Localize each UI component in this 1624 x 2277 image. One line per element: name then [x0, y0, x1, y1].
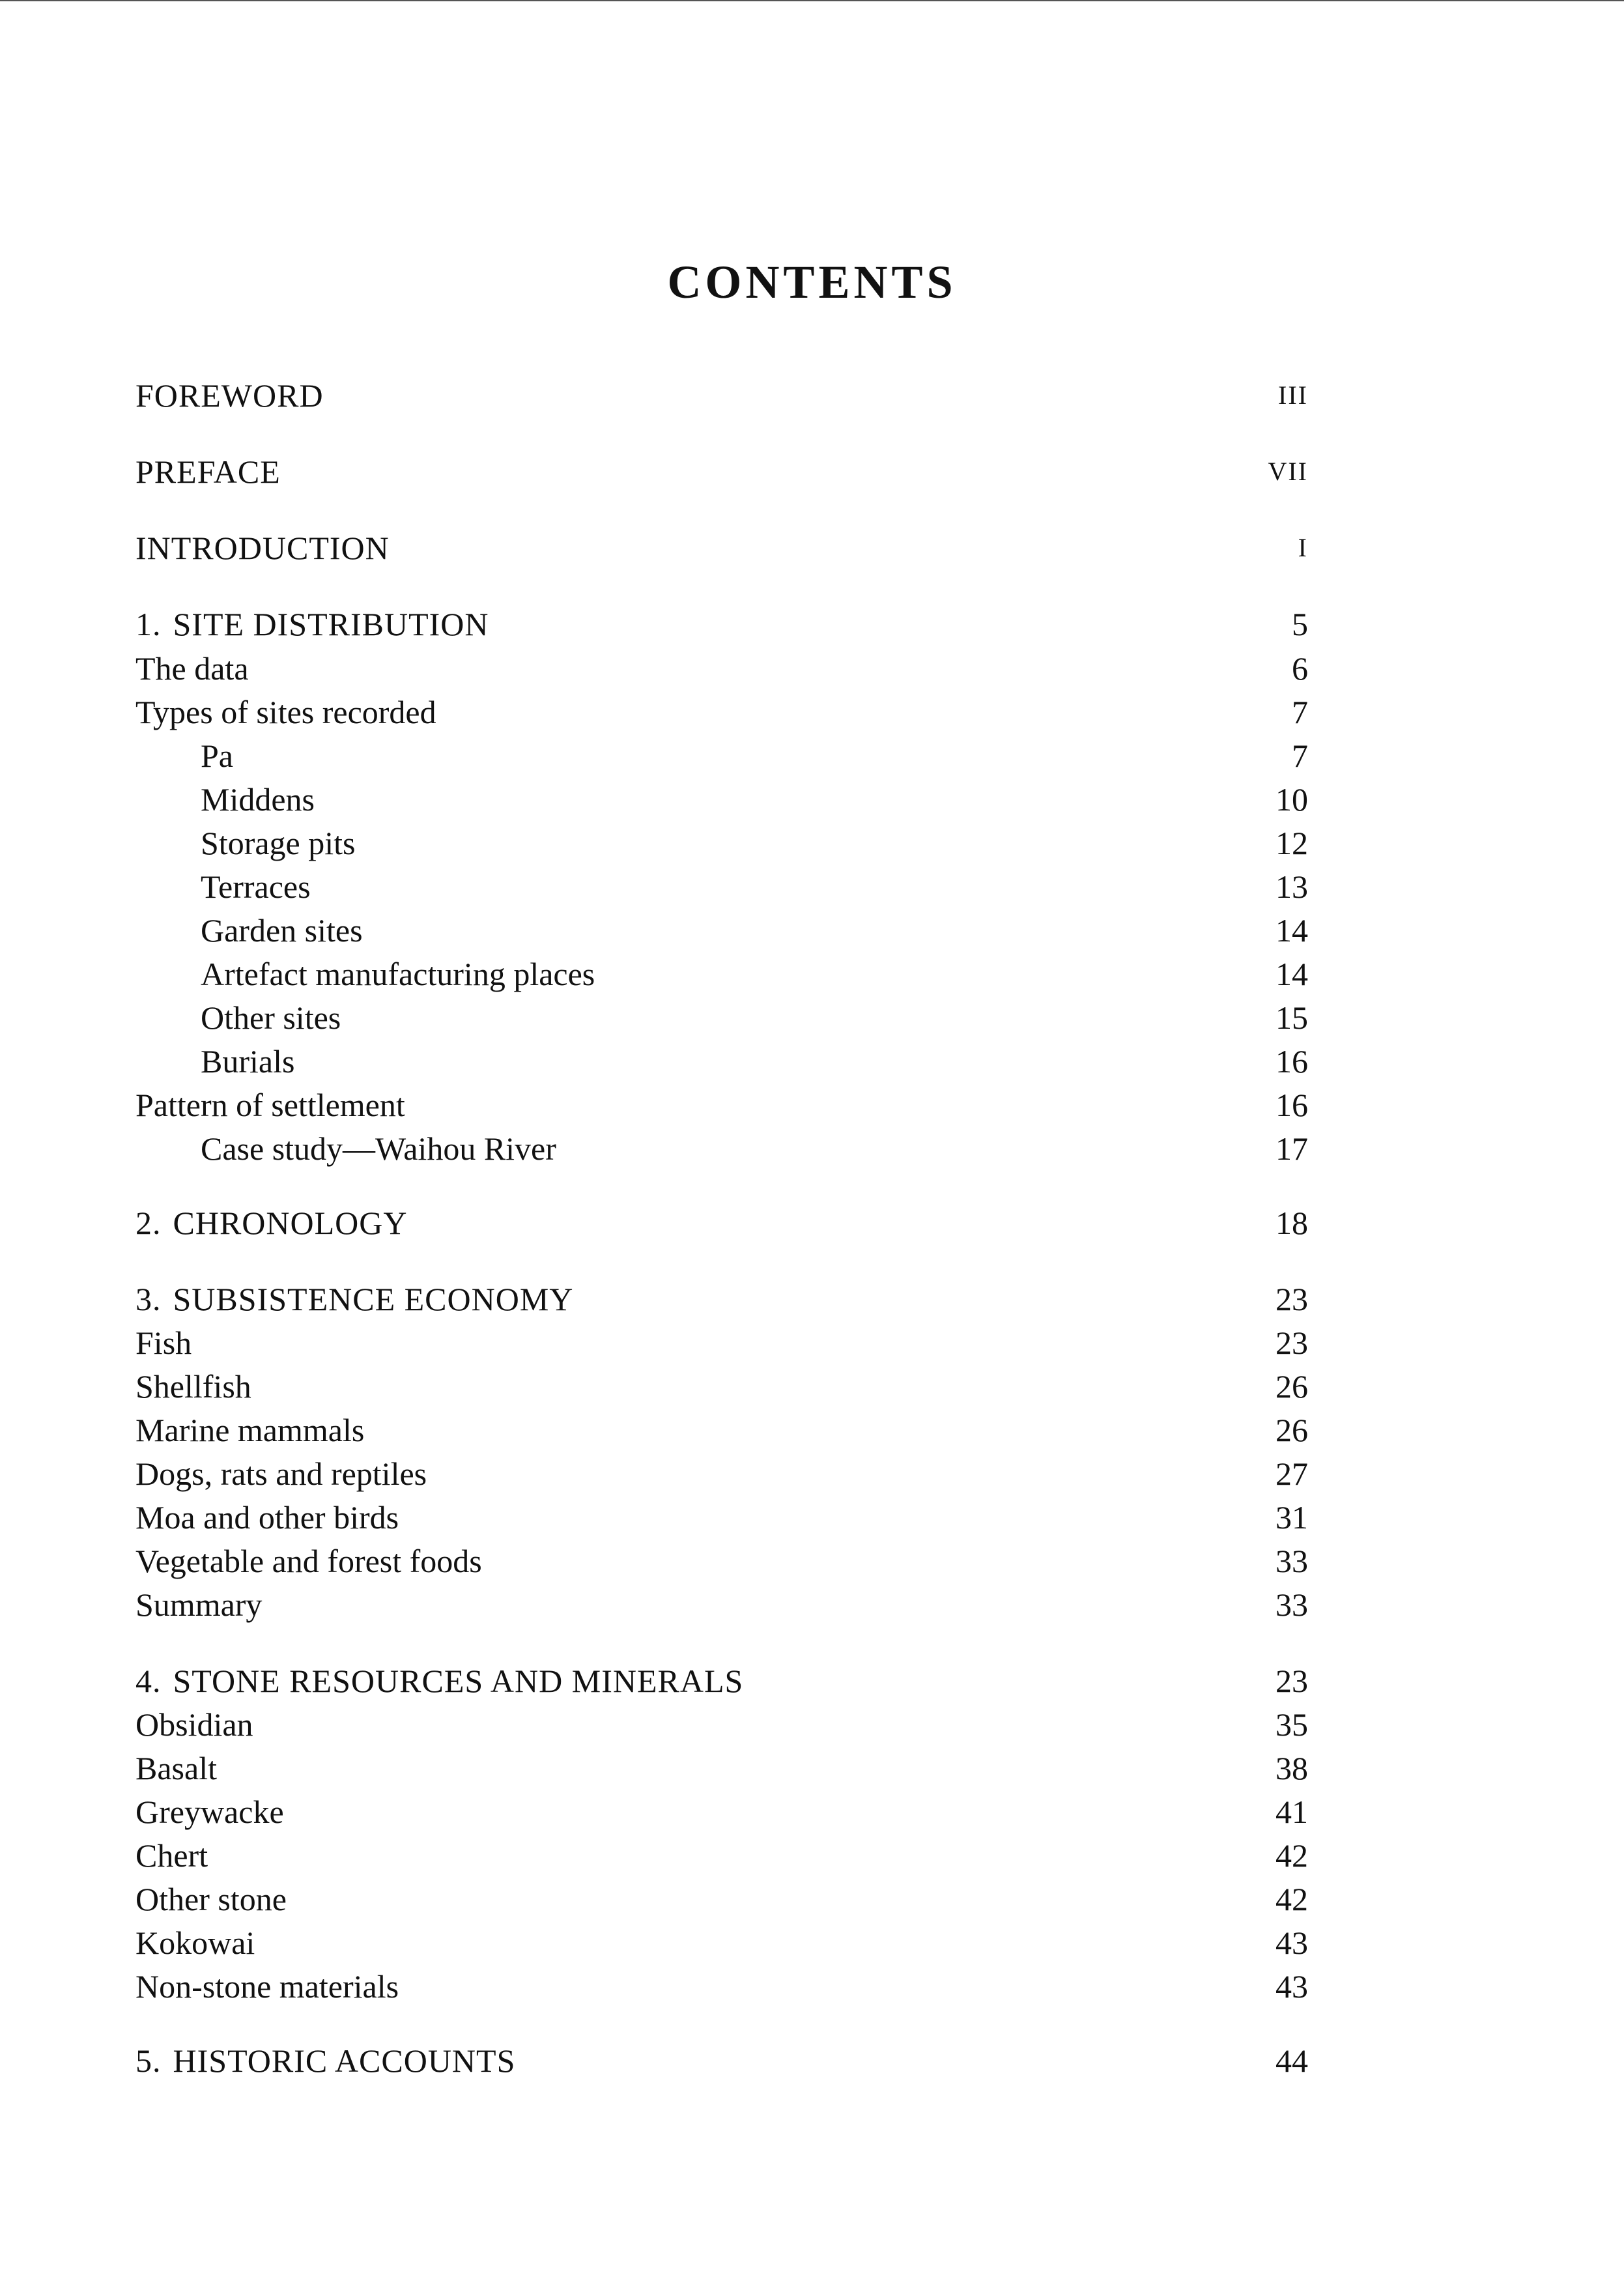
toc-entry	[135, 1539, 1308, 1582]
toc-entry-label: Basalt	[135, 1750, 217, 1786]
toc-entry-page: 26	[1275, 1368, 1308, 1405]
toc-entry-label: The data	[135, 650, 249, 687]
toc-entry	[135, 1409, 1308, 1452]
toc-subentry	[135, 822, 1308, 865]
toc-entry-page: 31	[1275, 1499, 1308, 1536]
toc-entry-page: 26	[1275, 1412, 1308, 1448]
toc-entry-label: INTRODUCTION	[135, 530, 390, 566]
toc-entry	[135, 1790, 1308, 1833]
toc-entry-page: 16	[1275, 1043, 1308, 1080]
toc-entry-page: I	[1298, 533, 1308, 562]
page-title: CONTENTS	[667, 256, 957, 309]
toc-entry-label: Terraces	[201, 868, 311, 905]
toc-entry-label: Moa and other birds	[135, 1499, 399, 1536]
toc-entry-label: Marine mammals	[135, 1412, 365, 1448]
toc-entry-page: 33	[1275, 1543, 1308, 1579]
chapter-number: 2.	[135, 1205, 162, 1241]
toc-chapter-3	[135, 1278, 1308, 1321]
toc-entry-page: 23	[1275, 1663, 1308, 1699]
toc-entry-label: Storage pits	[201, 825, 356, 861]
toc-entry-page: 23	[1275, 1325, 1308, 1361]
toc-entry-label: Non-stone materials	[135, 1968, 399, 2005]
chapter-title: STONE RESOURCES AND MINERALS	[173, 1663, 744, 1699]
toc-entry-label: FOREWORD	[135, 377, 324, 414]
toc-entry-page: 18	[1275, 1205, 1308, 1241]
toc-entry-page: 16	[1275, 1087, 1308, 1123]
toc-entry	[135, 1365, 1308, 1408]
toc-entry	[135, 1834, 1308, 1877]
toc-entry-page: 43	[1275, 1925, 1308, 1961]
toc-subentry	[135, 996, 1308, 1039]
toc-entry-label: Dogs, rats and reptiles	[135, 1455, 427, 1492]
toc-entry-label: Middens	[201, 781, 315, 818]
toc-entry-page: 17	[1275, 1130, 1308, 1167]
toc-entry-label: Artefact manufacturing places	[201, 956, 595, 992]
toc-subentry	[135, 1040, 1308, 1083]
toc-entry	[135, 691, 1308, 734]
toc-entry-label: Pattern of settlement	[135, 1087, 405, 1123]
toc-entry-page: 38	[1275, 1750, 1308, 1786]
toc-entry-label: Summary	[135, 1586, 263, 1623]
toc-entry-label: Case study—Waihou River	[201, 1130, 556, 1167]
chapter-title: SITE DISTRIBUTION	[173, 606, 489, 642]
toc-entry-page: 43	[1275, 1968, 1308, 2005]
chapter-title: CHRONOLOGY	[173, 1205, 408, 1241]
toc-entry-page: 10	[1275, 781, 1308, 818]
toc-entry-page: 14	[1275, 956, 1308, 992]
toc-entry-page: 6	[1292, 650, 1308, 687]
toc-entry-label: Kokowai	[135, 1925, 255, 1961]
toc-entry-page: 27	[1275, 1455, 1308, 1492]
toc-entry	[135, 1083, 1308, 1126]
toc-entry-page: 44	[1275, 2042, 1308, 2079]
toc-entry	[135, 1452, 1308, 1495]
toc-entry-page: 12	[1275, 825, 1308, 861]
toc-entry-page: 41	[1275, 1794, 1308, 1830]
toc-entry-label: Types of sites recorded	[135, 694, 436, 730]
toc-subentry	[135, 865, 1308, 908]
toc-entry-page: 5	[1292, 606, 1308, 642]
toc-entry-page: 42	[1275, 1837, 1308, 1874]
toc-chapter-5	[135, 2039, 1308, 2082]
toc-chapter-4	[135, 1659, 1308, 1702]
toc-entry-page: 7	[1292, 694, 1308, 730]
toc-subentry	[135, 734, 1308, 777]
toc-entry-page: III	[1278, 380, 1308, 410]
toc-entry-label: Greywacke	[135, 1794, 284, 1830]
toc-entry-label: Garden sites	[201, 912, 363, 949]
toc-entry-foreword	[135, 374, 1308, 417]
chapter-number: 1.	[135, 606, 162, 642]
toc-entry-label: Obsidian	[135, 1706, 253, 1743]
toc-subentry	[135, 1127, 1308, 1170]
toc-chapter-1	[135, 603, 1308, 646]
toc-entry-label: Vegetable and forest foods	[135, 1543, 482, 1579]
toc-entry-label: Chert	[135, 1837, 208, 1874]
toc-entry	[135, 1583, 1308, 1626]
toc-entry	[135, 1965, 1308, 2008]
chapter-number: 4.	[135, 1663, 162, 1699]
toc-entry-page: 7	[1292, 738, 1308, 774]
toc-entry	[135, 1878, 1308, 1921]
toc-chapter-2	[135, 1201, 1308, 1244]
toc-entry-label: Other stone	[135, 1881, 287, 1917]
toc-entry	[135, 1703, 1308, 1746]
toc-entry-page: 42	[1275, 1881, 1308, 1917]
toc-entry-page: 35	[1275, 1706, 1308, 1743]
toc-entry	[135, 1747, 1308, 1790]
toc-entry	[135, 1321, 1308, 1364]
chapter-title: SUBSISTENCE ECONOMY	[173, 1281, 574, 1317]
toc-entry-page: 23	[1275, 1281, 1308, 1317]
toc-entry-page: 15	[1275, 999, 1308, 1036]
toc-entry-page: VII	[1268, 457, 1308, 486]
toc-entry	[135, 647, 1308, 690]
toc-entry-label: Pa	[201, 738, 233, 774]
chapter-number: 3.	[135, 1281, 162, 1317]
chapter-title: HISTORIC ACCOUNTS	[173, 2042, 516, 2079]
toc-subentry	[135, 909, 1308, 952]
toc-entry	[135, 1496, 1308, 1539]
toc-subentry	[135, 778, 1308, 821]
toc-entry-introduction	[135, 526, 1308, 569]
toc-entry-page: 13	[1275, 868, 1308, 905]
toc-entry-preface	[135, 450, 1308, 493]
toc-entry-label: Shellfish	[135, 1368, 251, 1405]
toc-subentry	[135, 952, 1308, 995]
toc-entry	[135, 1921, 1308, 1964]
toc-entry-label: PREFACE	[135, 453, 281, 490]
toc-entry-page: 14	[1275, 912, 1308, 949]
chapter-number: 5.	[135, 2042, 162, 2079]
toc-entry-page: 33	[1275, 1586, 1308, 1623]
toc-entry-label: Other sites	[201, 999, 341, 1036]
toc-entry-label: Burials	[201, 1043, 295, 1080]
top-edge-rule	[0, 0, 1624, 1]
toc-entry-label: Fish	[135, 1325, 192, 1361]
